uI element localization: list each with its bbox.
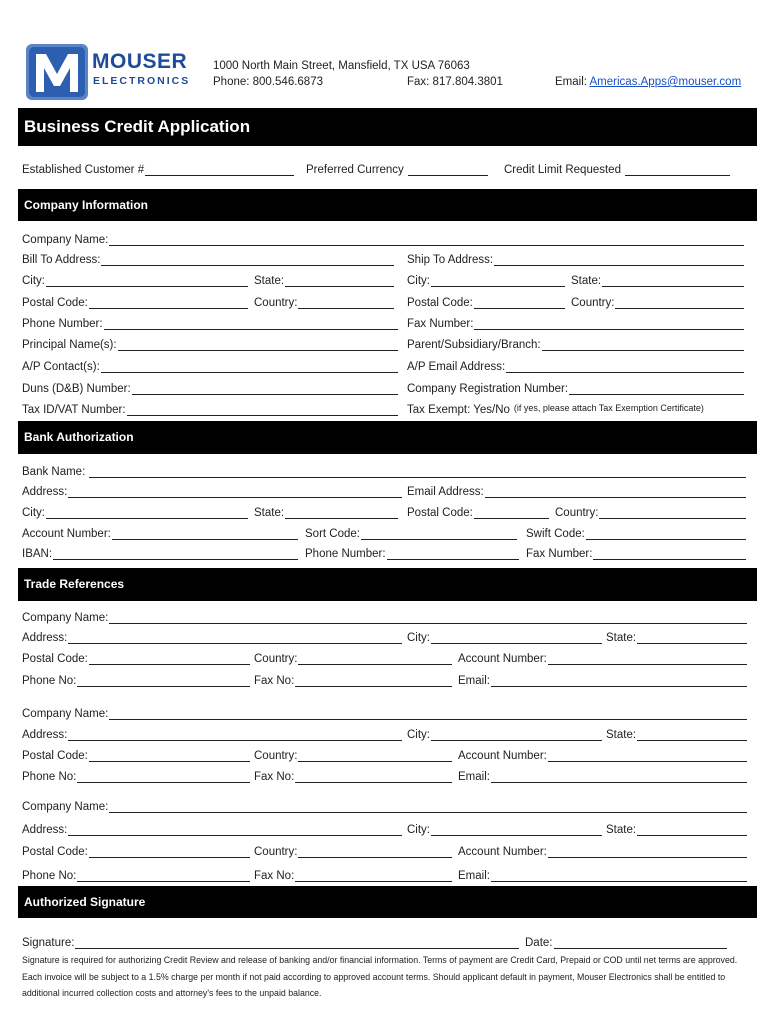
mouser-logo	[26, 44, 196, 100]
ref1-state-field[interactable]: State:	[606, 628, 747, 644]
ref2-state-field[interactable]: State:	[606, 725, 747, 741]
email-label: Email:	[555, 76, 590, 88]
swift-code-field[interactable]: Swift Code:	[526, 524, 746, 540]
bill-state-field[interactable]: State:	[254, 271, 394, 287]
ref1-country-field[interactable]: Country:	[254, 649, 452, 665]
ap-contacts-field[interactable]: A/P Contact(s):	[22, 357, 398, 373]
ship-postal-code-field[interactable]: Postal Code:	[407, 293, 565, 309]
legal-terms: Signature is required for authorizing Credit Review and release of banking and/or financial information. Terms of payment are Credit Card, Prepaid or COD until net terms are approved. Each invoice will be subject to a 1.5% charge per month if not paid according to approved account terms. Should applicant default in payment, Mouser Electronics shall be entitled to additional incurred collection costs and attorney's fees to the unpaid balance.	[22, 955, 738, 998]
ref3-country-field[interactable]: Country:	[254, 842, 452, 858]
bank-state-field[interactable]: State:	[254, 503, 398, 519]
ref2-company-name-field[interactable]: Company Name:	[22, 704, 747, 720]
company-address: 1000 North Main Street, Mansfield, TX USA 76063	[213, 60, 470, 72]
bank-email-field[interactable]: Email Address:	[407, 482, 746, 498]
ap-email-field[interactable]: A/P Email Address:	[407, 357, 744, 373]
section-company-information: Company Information	[18, 189, 757, 221]
date-field[interactable]: Date:	[525, 933, 727, 949]
company-fax: Fax: 817.804.3801	[407, 76, 503, 88]
bill-to-address-field[interactable]: Bill To Address:	[22, 250, 394, 266]
tax-exempt-field[interactable]: Tax Exempt: Yes/No (if yes, please attach Tax Exemption Certificate)	[407, 400, 747, 416]
ref1-city-field[interactable]: City:	[407, 628, 602, 644]
account-number-field[interactable]: Account Number:	[22, 524, 298, 540]
company-email	[555, 75, 741, 90]
ref1-company-name-field[interactable]: Company Name:	[22, 608, 747, 624]
tax-id-field[interactable]: Tax ID/VAT Number:	[22, 400, 398, 416]
logo-subtitle: ELECTRONICS	[93, 75, 191, 87]
ref2-address-field[interactable]: Address:	[22, 725, 402, 741]
ref2-country-field[interactable]: Country:	[254, 746, 452, 762]
phone-number-field[interactable]: Phone Number:	[22, 314, 398, 330]
bank-city-field[interactable]: City:	[22, 503, 248, 519]
ship-city-field[interactable]: City:	[407, 271, 565, 287]
sort-code-field[interactable]: Sort Code:	[305, 524, 517, 540]
ref2-email-field[interactable]: Email:	[458, 767, 747, 783]
preferred-currency-field[interactable]: Preferred Currency	[306, 160, 488, 176]
ref3-company-name-field[interactable]: Company Name:	[22, 797, 747, 813]
company-name-field[interactable]: Company Name:	[22, 230, 744, 246]
ref2-city-field[interactable]: City:	[407, 725, 602, 741]
ref3-state-field[interactable]: State:	[606, 820, 747, 836]
top-fields-row	[22, 160, 748, 176]
page-title: Business Credit Application	[18, 108, 757, 146]
ref2-phone-field[interactable]: Phone No:	[22, 767, 250, 783]
section-trade-references: Trade References	[18, 568, 757, 601]
ref2-fax-field[interactable]: Fax No:	[254, 767, 452, 783]
logo-wordmark: MOUSER	[92, 50, 188, 73]
ref3-account-number-field[interactable]: Account Number:	[458, 842, 747, 858]
ref3-email-field[interactable]: Email:	[458, 866, 747, 882]
ship-to-address-field[interactable]: Ship To Address:	[407, 250, 744, 266]
bill-postal-code-field[interactable]: Postal Code:	[22, 293, 248, 309]
ref1-postal-code-field[interactable]: Postal Code:	[22, 649, 250, 665]
credit-limit-field[interactable]: Credit Limit Requested	[504, 160, 730, 176]
bank-postal-code-field[interactable]: Postal Code:	[407, 503, 549, 519]
bill-country-field[interactable]: Country:	[254, 293, 394, 309]
bank-name-field[interactable]: Bank Name:	[22, 462, 746, 478]
email-link[interactable]: Americas.Apps@mouser.com	[589, 76, 742, 88]
ref2-account-number-field[interactable]: Account Number:	[458, 746, 747, 762]
iban-field[interactable]: IBAN:	[22, 544, 298, 560]
ref1-phone-field[interactable]: Phone No:	[22, 671, 250, 687]
ref3-phone-field[interactable]: Phone No:	[22, 866, 250, 882]
bank-fax-field[interactable]: Fax Number:	[526, 544, 746, 560]
ref3-fax-field[interactable]: Fax No:	[254, 866, 452, 882]
ref1-address-field[interactable]: Address:	[22, 628, 402, 644]
duns-number-field[interactable]: Duns (D&B) Number:	[22, 379, 398, 395]
ref1-email-field[interactable]: Email:	[458, 671, 747, 687]
ref3-postal-code-field[interactable]: Postal Code:	[22, 842, 250, 858]
established-customer-field[interactable]: Established Customer #	[22, 160, 294, 176]
signature-field[interactable]: Signature:	[22, 933, 519, 949]
ref2-postal-code-field[interactable]: Postal Code:	[22, 746, 250, 762]
bank-country-field[interactable]: Country:	[555, 503, 746, 519]
tax-exempt-note: (if yes, please attach Tax Exemption Certificate)	[513, 403, 704, 413]
bank-address-field[interactable]: Address:	[22, 482, 402, 498]
ship-state-field[interactable]: State:	[571, 271, 744, 287]
company-phone: Phone: 800.546.6873	[213, 76, 323, 88]
bill-city-field[interactable]: City:	[22, 271, 248, 287]
ref1-account-number-field[interactable]: Account Number:	[458, 649, 747, 665]
section-bank-authorization: Bank Authorization	[18, 421, 757, 454]
ref3-city-field[interactable]: City:	[407, 820, 602, 836]
ref1-fax-field[interactable]: Fax No:	[254, 671, 452, 687]
bank-phone-field[interactable]: Phone Number:	[305, 544, 519, 560]
principal-names-field[interactable]: Principal Name(s):	[22, 335, 398, 351]
ship-country-field[interactable]: Country:	[571, 293, 744, 309]
parent-subsidiary-field[interactable]: Parent/Subsidiary/Branch:	[407, 335, 744, 351]
fax-number-field[interactable]: Fax Number:	[407, 314, 744, 330]
ref3-address-field[interactable]: Address:	[22, 820, 402, 836]
registration-number-field[interactable]: Company Registration Number:	[407, 379, 744, 395]
section-authorized-signature: Authorized Signature	[18, 886, 757, 918]
